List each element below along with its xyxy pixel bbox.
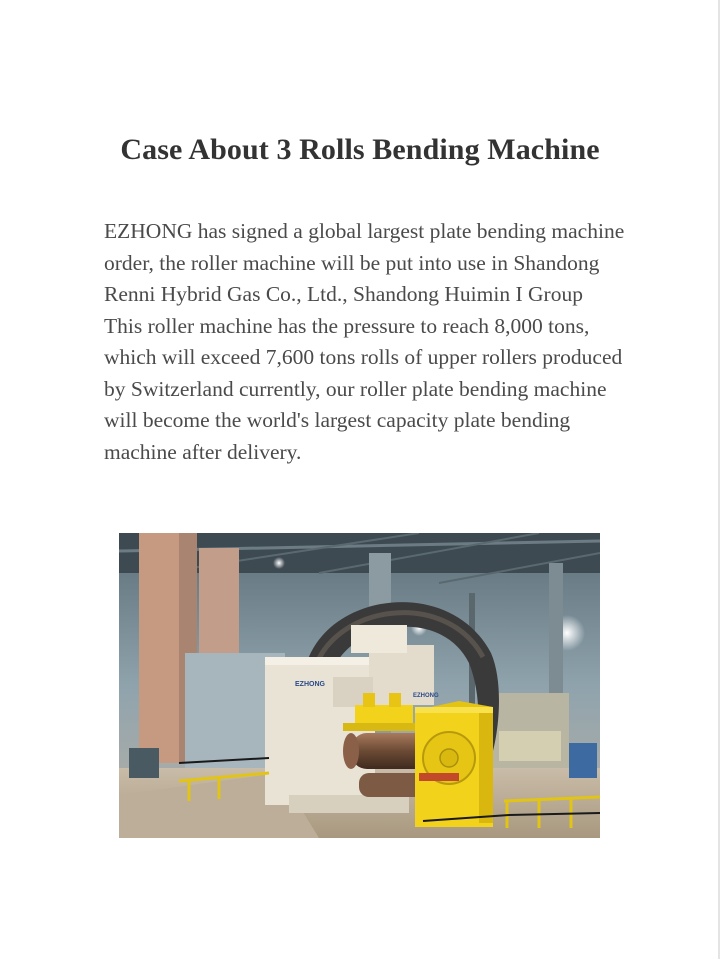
page-title: Case About 3 Rolls Bending Machine xyxy=(120,133,600,166)
machine-label-left: EZHONG xyxy=(295,681,325,688)
paragraph-capacity: This roller machine has the pressure to reach 8,000 tons, which will exceed 7,600 tons rolls of upper rollers produced by Switzerland currently, our roller plate bending machine will become the world's largest capacity plate bending machine after delivery. xyxy=(104,313,623,464)
article-body xyxy=(104,216,644,468)
paragraph-order: EZHONG has signed a global largest plate bending machine order, the roller machine will be put into use in Shandong Renni Hybrid Gas Co., Ltd., Shandong Huimin I Group xyxy=(104,219,625,306)
machine-photo xyxy=(119,533,600,838)
machine-label-right: EZHONG xyxy=(413,693,439,699)
